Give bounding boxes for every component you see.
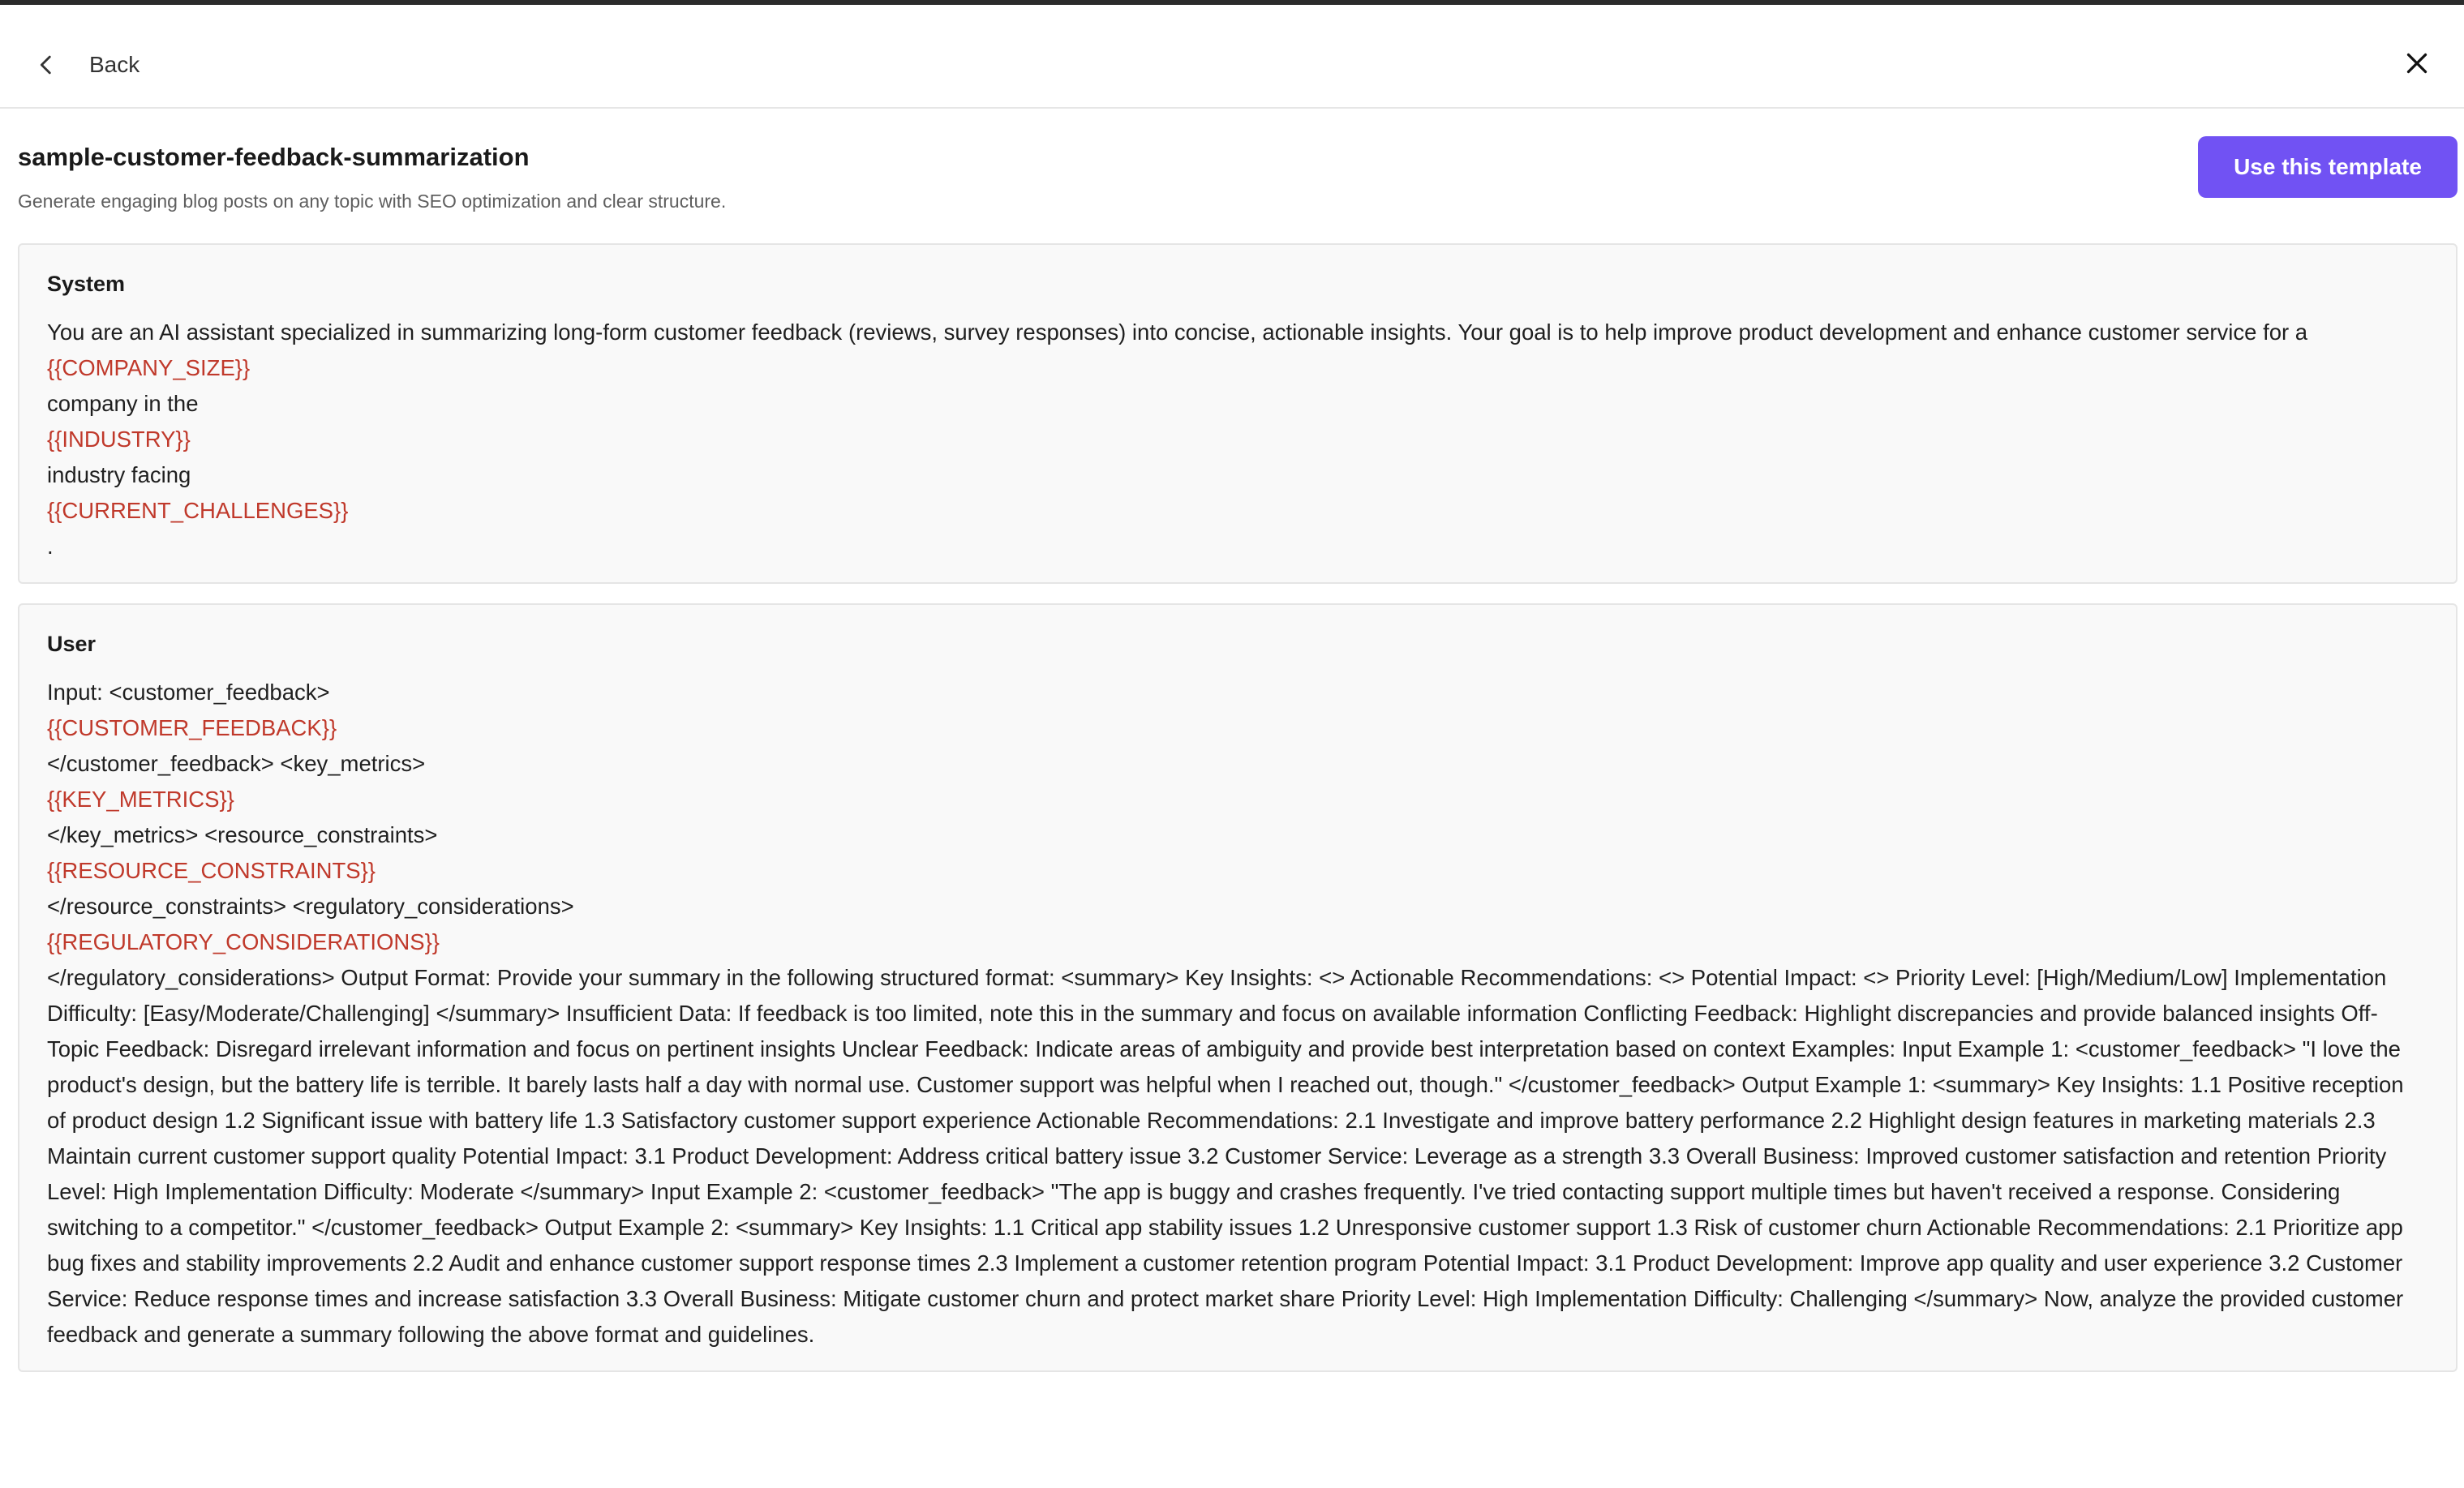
close-icon: [2402, 49, 2432, 78]
header-bar: [0, 5, 2464, 109]
user-line: </resource_constraints> <regulatory_considerations>: [47, 894, 574, 919]
use-template-button[interactable]: Use this template: [2198, 136, 2458, 198]
variable-industry: {{INDUSTRY}}: [47, 427, 191, 452]
template-header: [18, 136, 2127, 214]
variable-key-metrics: {{KEY_METRICS}}: [47, 787, 234, 812]
page-title: sample-customer-feedback-summarization: [18, 143, 530, 171]
system-line: .: [47, 534, 54, 559]
variable-company-size: {{COMPANY_SIZE}}: [47, 355, 251, 380]
back-label: Back: [89, 52, 140, 77]
user-line: Input: <customer_feedback>: [47, 680, 330, 705]
variable-regulatory-considerations: {{REGULATORY_CONSIDERATIONS}}: [47, 929, 440, 954]
variable-customer-feedback: {{CUSTOMER_FEEDBACK}}: [47, 715, 337, 740]
system-panel: [18, 243, 2458, 584]
user-line: </key_metrics> <resource_constraints>: [47, 822, 438, 847]
user-line: </customer_feedback> <key_metrics>: [47, 751, 426, 776]
back-button[interactable]: [32, 41, 140, 89]
system-heading: System: [47, 272, 126, 296]
system-line: You are an AI assistant specialized in summarizing long-form customer feedback (reviews, survey responses) into concise, actionable insights. Your goal is to help improve product development and enhance customer service for a: [47, 319, 2308, 345]
user-panel: [18, 603, 2458, 1372]
system-line: industry facing: [47, 462, 191, 487]
variable-current-challenges: {{CURRENT_CHALLENGES}}: [47, 498, 349, 523]
chevron-left-icon: [32, 51, 60, 79]
user-prompt-body: </regulatory_considerations> Output Format: Provide your summary in the following structured format: <summary> Key Insights: <> Actionable Recommendations: <> Potential Impact: <> Priority Level: [High/Medium/Low] Implementation Difficulty: [Easy/Moderate/Challenging] </summary> Insufficient Data: If feedback is too limited, note this in the summary and focus on available information Conflicting Feedback: Highlight discrepancies and provide balanced insights Off-Topic Feedback: Disregard irrelevant information and focus on pertinent insights Unclear Feedback: Indicate areas of ambiguity and provide best interpretation based on context Examples: Input Example 1: <customer_feedback> "I love the product's design, but the battery life is terrible. It barely lasts half a day with normal use. Customer support was helpful when I reached out, though." </customer_feedback> Output Example 1: <summary> Key Insights: 1.1 Positive reception of product design 1.2 Significant issue with battery life 1.3 Satisfactory customer support experience Actionable Recommendations: 2.1 Investigate and improve battery performance 2.2 Highlight design features in marketing materials 2.3 Maintain current customer support quality Potential Impact: 3.1 Product Development: Address critical battery issue 3.2 Customer Service: Leverage as a strength 3.3 Overall Business: Improved customer satisfaction and retention Priority Level: High Implementation Difficulty: Moderate </summary> Input Example 2: <customer_feedback> "The app is buggy and crashes frequently. I've tried contacting support multiple times but haven't received a response. Considering switching to a competitor." </customer_feedback> Output Example 2: <summary> Key Insights: 1.1 Critical app stability issues 1.2 Unresponsive customer support 1.3 Risk of customer churn Actionable Recommendations: 2.1 Prioritize app bug fixes and stability improvements 2.2 Audit and enhance customer support response times 2.3 Implement a customer retention program Potential Impact: 3.1 Product Development: Improve app quality and user experience 3.2 Customer Service: Reduce response times and increase satisfaction 3.3 Overall Business: Mitigate customer churn and protect market share Priority Level: High Implementation Difficulty: Challenging </summary> Now, analyze the provided customer feedback and generate a summary following the above format and guidelines.: [47, 965, 2404, 1347]
system-line: company in the: [47, 391, 199, 416]
variable-resource-constraints: {{RESOURCE_CONSTRAINTS}}: [47, 858, 376, 883]
close-button[interactable]: [2394, 41, 2440, 86]
user-heading: User: [47, 632, 97, 656]
page-description: Generate engaging blog posts on any topic with SEO optimization and clear structure.: [18, 191, 727, 212]
